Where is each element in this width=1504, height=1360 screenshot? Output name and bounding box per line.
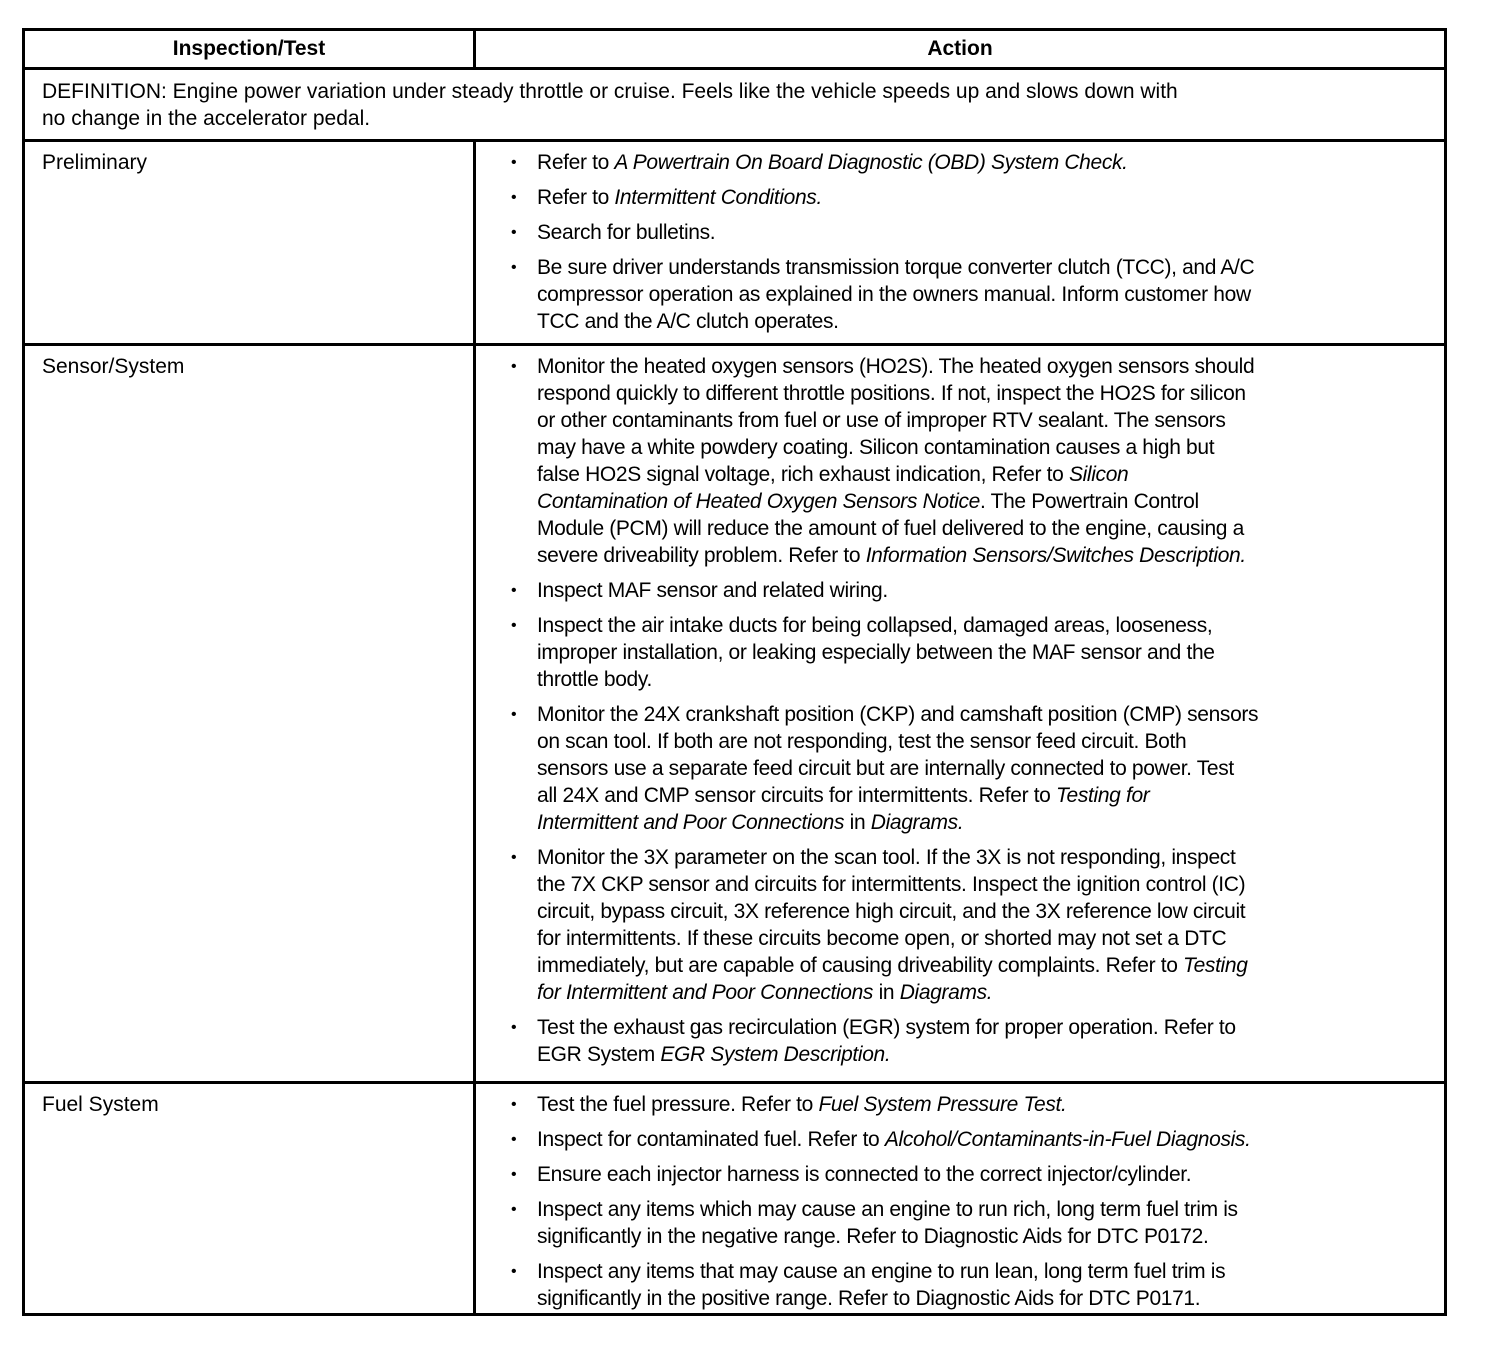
item-text: respond quickly to different throttle positions. If not, inspect the HO2S for silicon — [537, 382, 1246, 405]
row-label-fuel-system: Fuel System — [42, 1093, 159, 1116]
list-item — [511, 577, 1441, 604]
item-line — [537, 1223, 1441, 1250]
item-line — [537, 871, 1441, 898]
item-text: Inspect any items which may cause an engine to run rich, long term fuel trim is — [537, 1198, 1238, 1221]
item-text: Be sure driver understands transmission torque converter clutch (TCC), and A/C — [537, 256, 1255, 279]
bullet-icon: • — [511, 1166, 517, 1183]
item-text: Ensure each injector harness is connected to the correct injector/cylinder. — [537, 1163, 1192, 1186]
item-text: on scan tool. If both are not responding, test the sensor feed circuit. Both — [537, 730, 1187, 753]
item-line — [537, 184, 1441, 211]
list-item — [511, 1258, 1441, 1312]
item-text: circuit, bypass circuit, 3X reference high circuit, and the 3X reference low circuit — [537, 900, 1246, 923]
divider — [25, 1081, 1444, 1084]
item-text: throttle body. — [537, 668, 652, 691]
item-line — [537, 281, 1441, 308]
list-item — [511, 1014, 1441, 1068]
reference-link-text: Contamination of Heated Oxygen Sensors Notice — [537, 490, 980, 513]
bullet-icon: • — [511, 189, 517, 206]
item-text: . The Powertrain Control — [980, 490, 1199, 513]
item-line — [537, 639, 1441, 666]
row-label-preliminary: Preliminary — [42, 151, 148, 174]
item-text: for intermittents. If these circuits become open, or shorted may not set a DTC — [537, 927, 1227, 950]
item-line — [537, 542, 1441, 569]
header-action: Action — [927, 37, 993, 60]
item-line — [537, 755, 1441, 782]
reference-link-text: Diagrams. — [870, 811, 964, 834]
item-text: may have a white powdery coating. Silicon contamination causes a high but — [537, 436, 1215, 459]
item-line — [537, 1258, 1441, 1285]
item-line — [537, 1041, 1441, 1068]
item-line — [537, 844, 1441, 871]
reference-link-text: EGR System Description. — [660, 1043, 891, 1066]
list-item — [511, 1091, 1441, 1118]
item-line — [537, 782, 1441, 809]
item-line — [537, 925, 1441, 952]
item-text: Inspect for contaminated fuel. Refer to — [537, 1128, 885, 1151]
bullet-icon: • — [511, 259, 517, 276]
item-text: EGR System — [537, 1043, 661, 1066]
bullet-icon: • — [511, 358, 517, 375]
item-text: Test the fuel pressure. Refer to — [537, 1093, 819, 1116]
item-line — [537, 728, 1441, 755]
reference-link-text: Information Sensors/Switches Description. — [865, 544, 1246, 567]
item-text: Monitor the heated oxygen sensors (HO2S). The heated oxygen sensors should — [537, 355, 1255, 378]
list-item — [511, 1126, 1441, 1153]
row-label-sensor-system: Sensor/System — [42, 355, 185, 378]
divider — [25, 67, 1444, 70]
bullet-icon: • — [511, 1263, 517, 1280]
item-line — [537, 461, 1441, 488]
action-list-fuel-system — [511, 1091, 1441, 1320]
item-text: Inspect MAF sensor and related wiring. — [537, 579, 888, 602]
item-line — [537, 577, 1441, 604]
bullet-icon: • — [511, 1131, 517, 1148]
bullet-icon: • — [511, 1019, 517, 1036]
definition-line: DEFINITION: Engine power variation under steady throttle or cruise. Feels like the vehicle speeds up and slows down with — [42, 80, 1178, 103]
diagnostic-table — [22, 28, 1447, 1316]
item-line — [537, 1285, 1441, 1312]
list-item — [511, 149, 1441, 176]
item-line — [537, 701, 1441, 728]
list-item — [511, 219, 1441, 246]
item-line — [537, 952, 1441, 979]
divider — [25, 139, 1444, 142]
reference-link-text: Testing — [1183, 954, 1248, 977]
item-text: Monitor the 24X crankshaft position (CKP) and camshaft position (CMP) sensors — [537, 703, 1259, 726]
reference-link-text: A Powertrain On Board Diagnostic (OBD) System Check. — [614, 151, 1128, 174]
item-text: Refer to — [537, 151, 615, 174]
list-item — [511, 353, 1441, 569]
item-line — [537, 1161, 1441, 1188]
item-line — [537, 308, 1441, 335]
action-list-preliminary — [511, 149, 1441, 343]
reference-link-text: Intermittent Conditions. — [614, 186, 822, 209]
item-text: Refer to — [537, 186, 615, 209]
item-line — [537, 407, 1441, 434]
item-text: false HO2S signal voltage, rich exhaust indication, Refer to — [537, 463, 1069, 486]
column-divider — [473, 139, 476, 1313]
item-line — [537, 488, 1441, 515]
item-text: severe driveability problem. Refer to — [537, 544, 866, 567]
item-line — [537, 1014, 1441, 1041]
list-item — [511, 612, 1441, 693]
item-text: Inspect the air intake ducts for being collapsed, damaged areas, looseness, — [537, 614, 1213, 637]
item-line — [537, 1126, 1441, 1153]
item-text: Monitor the 3X parameter on the scan tool. If the 3X is not responding, inspect — [537, 846, 1236, 869]
item-text: the 7X CKP sensor and circuits for intermittents. Inspect the ignition control (IC) — [537, 873, 1246, 896]
bullet-icon: • — [511, 849, 517, 866]
item-text: all 24X and CMP sensor circuits for intermittents. Refer to — [537, 784, 1056, 807]
item-text: Module (PCM) will reduce the amount of fuel delivered to the engine, causing a — [537, 517, 1244, 540]
bullet-icon: • — [511, 1201, 517, 1218]
item-text: Test the exhaust gas recirculation (EGR) system for proper operation. Refer to — [537, 1016, 1236, 1039]
item-text: in — [873, 981, 900, 1004]
definition-line: no change in the accelerator pedal. — [42, 107, 371, 130]
list-item — [511, 701, 1441, 836]
bullet-icon: • — [511, 154, 517, 171]
divider — [25, 343, 1444, 346]
item-line — [537, 612, 1441, 639]
bullet-icon: • — [511, 706, 517, 723]
item-line — [537, 979, 1441, 1006]
item-text: in — [844, 811, 871, 834]
item-text: sensors use a separate feed circuit but are internally connected to power. Test — [537, 757, 1234, 780]
reference-link-text: Alcohol/Contaminants-in-Fuel Diagnosis. — [884, 1128, 1251, 1151]
reference-link-text: Fuel System Pressure Test. — [818, 1093, 1067, 1116]
bullet-icon: • — [511, 617, 517, 634]
item-line — [537, 353, 1441, 380]
bullet-icon: • — [511, 582, 517, 599]
item-line — [537, 1091, 1441, 1118]
definition-text — [42, 78, 1178, 132]
item-text: or other contaminants from fuel or use of improper RTV sealant. The sensors — [537, 409, 1226, 432]
list-item — [511, 1196, 1441, 1250]
item-text: Search for bulletins. — [537, 221, 716, 244]
header-inspection-test: Inspection/Test — [172, 37, 326, 60]
item-text: compressor operation as explained in the owners manual. Inform customer how — [537, 283, 1251, 306]
item-line — [537, 515, 1441, 542]
item-line — [537, 434, 1441, 461]
item-text: TCC and the A/C clutch operates. — [537, 310, 839, 333]
list-item — [511, 184, 1441, 211]
item-line — [537, 254, 1441, 281]
item-line — [537, 149, 1441, 176]
action-list-sensor-system — [511, 353, 1441, 1076]
column-divider — [473, 31, 476, 67]
reference-link-text: Intermittent and Poor Connections — [537, 811, 845, 834]
list-item — [511, 1161, 1441, 1188]
bullet-icon: • — [511, 224, 517, 241]
item-line — [537, 666, 1441, 693]
item-text: immediately, but are capable of causing driveability complaints. Refer to — [537, 954, 1184, 977]
item-line — [537, 809, 1441, 836]
bullet-icon: • — [511, 1096, 517, 1113]
item-text: improper installation, or leaking especially between the MAF sensor and the — [537, 641, 1215, 664]
item-text: significantly in the negative range. Refer to Diagnostic Aids for DTC P0172. — [537, 1225, 1209, 1248]
item-line — [537, 1196, 1441, 1223]
item-text: Inspect any items that may cause an engine to run lean, long term fuel trim is — [537, 1260, 1226, 1283]
list-item — [511, 844, 1441, 1006]
item-text: significantly in the positive range. Refer to Diagnostic Aids for DTC P0171. — [537, 1287, 1201, 1310]
item-line — [537, 898, 1441, 925]
reference-link-text: for Intermittent and Poor Connections — [537, 981, 874, 1004]
item-line — [537, 380, 1441, 407]
reference-link-text: Diagrams. — [899, 981, 993, 1004]
item-line — [537, 219, 1441, 246]
list-item — [511, 254, 1441, 335]
reference-link-text: Silicon — [1068, 463, 1129, 486]
reference-link-text: Testing for — [1056, 784, 1150, 807]
